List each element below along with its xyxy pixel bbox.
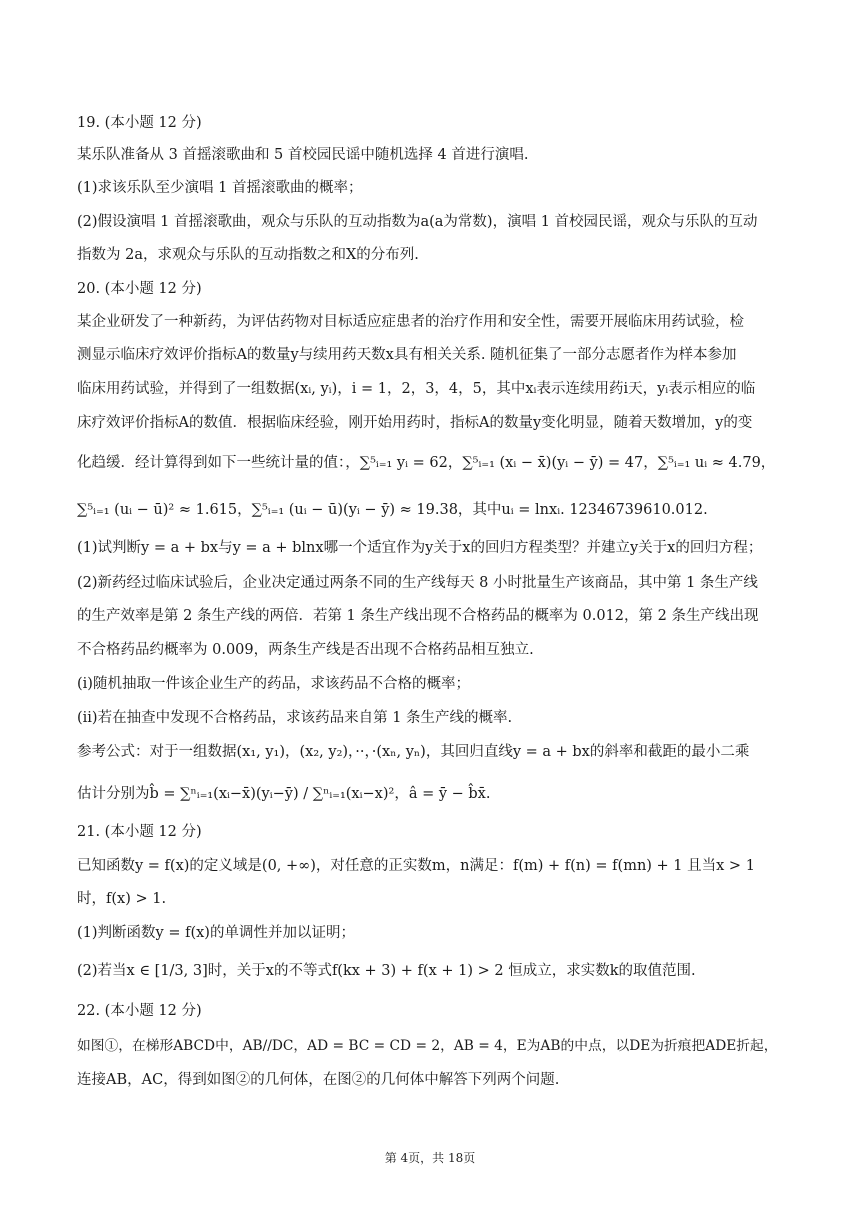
question-22-line: 连接AB，AC，得到如图②的几何体，在图②的几何体中解答下列两个问题. xyxy=(77,1072,560,1088)
question-21-line: 时，f(x) > 1. xyxy=(77,891,167,907)
question-20-stats-line: ∑⁵ᵢ₌₁ (uᵢ − ū)² ≈ 1.615，∑⁵ᵢ₌₁ (uᵢ − ū)(yᵢ − ȳ) ≈ 19.38，其中uᵢ = lnxᵢ. 12346739610.012. xyxy=(77,502,708,518)
question-22-line: 如图①，在梯形ABCD中，AB//DC，AD = BC = CD = 2，AB = 4，E为AB的中点，以DE为折痕把ADE折起， xyxy=(77,1038,778,1054)
question-19-line: (1)求该乐队至少演唱 1 首摇滚歌曲的概率； xyxy=(77,180,363,196)
question-22-header: 22. (本小题 12 分) xyxy=(77,1003,202,1019)
question-19-line: (2)假设演唱 1 首摇滚歌曲，观众与乐队的互动指数为a(a为常数)，演唱 1 首校园民谣，观众与乐队的互动 xyxy=(77,214,758,230)
question-19-line: 指数为 2a，求观众与乐队的互动指数之和X的分布列. xyxy=(77,247,419,263)
question-20-line: 临床用药试验，并得到了一组数据(xᵢ, yᵢ)，i = 1，2，3，4，5，其中xᵢ表示连续用药i天，yᵢ表示相应的临 xyxy=(77,381,756,397)
question-20-line: (i)随机抽取一件该企业生产的药品，求该药品不合格的概率； xyxy=(77,676,470,692)
question-21-header: 21. (本小题 12 分) xyxy=(77,824,202,840)
question-20-line: 床疗效评价指标A的数值．根据临床经验，刚开始用药时，指标A的数量y变化明显，随着天数增加，y的变 xyxy=(77,415,753,431)
question-20-line: 某企业研发了一种新药，为评估药物对目标适应症患者的治疗作用和安全性，需要开展临床用药试验，检 xyxy=(77,314,744,330)
question-20-line: 不合格药品约概率为 0.009，两条生产线是否出现不合格药品相互独立. xyxy=(77,642,534,658)
question-19-header: 19. (本小题 12 分) xyxy=(77,115,202,131)
question-20-line: 的生产效率是第 2 条生产线的两倍．若第 1 条生产线出现不合格药品的概率为 0.012，第 2 条生产线出现 xyxy=(77,608,759,624)
question-20-line: (2)新药经过临床试验后，企业决定通过两条不同的生产线每天 8 小时批量生产该商品，其中第 1 条生产线 xyxy=(77,575,758,591)
question-19-line: 某乐队准备从 3 首摇滚歌曲和 5 首校园民谣中随机选择 4 首进行演唱. xyxy=(77,147,529,163)
question-20-reference-formula: 参考公式：对于一组数据(x₁, y₁)，(x₂, y₂)，··，·(xₙ, yₙ)，其回归直线y = a + bx的斜率和截距的最小二乘 xyxy=(77,744,750,760)
question-20-line: (ii)若在抽查中发现不合格药品，求该药品来自第 1 条生产线的概率. xyxy=(77,710,513,726)
question-21-line: 已知函数y = f(x)的定义域是(0, +∞)，对任意的正实数m，n满足：f(m) + f(n) = f(mn) + 1 且当x > 1 xyxy=(77,858,755,874)
question-20-reference-formula: 估计分别为b̂ = ∑ⁿᵢ₌₁(xᵢ−x̄)(yᵢ−ȳ) / ∑ⁿᵢ₌₁(xᵢ−x)²，â = ȳ − b̂x̄. xyxy=(77,786,491,802)
question-20-line: 测显示临床疗效评价指标A的数量y与续用药天数x具有相关关系. 随机征集了一部分志愿者作为样本参加 xyxy=(77,347,737,363)
page-footer: 第 4页，共 18页 xyxy=(384,1151,476,1165)
question-20-stats-line: 化趋缓．经计算得到如下一些统计量的值：，∑⁵ᵢ₌₁ yᵢ = 62，∑⁵ᵢ₌₁ (xᵢ − x̄)(yᵢ − ȳ) = 47，∑⁵ᵢ₌₁ uᵢ ≈ 4.79， xyxy=(77,455,776,471)
question-21-line: (2)若当x ∈ [1/3, 3]时，关于x的不等式f(kx + 3) + f(x + 1) > 2 恒成立，求实数k的取值范围. xyxy=(77,963,696,979)
question-20-line: (1)试判断y = a + bx与y = a + blnx哪一个适宜作为y关于x的回归方程类型？并建立y关于x的回归方程； xyxy=(77,540,763,556)
question-20-header: 20. (本小题 12 分) xyxy=(77,281,202,297)
question-21-line: (1)判断函数y = f(x)的单调性并加以证明； xyxy=(77,925,355,941)
